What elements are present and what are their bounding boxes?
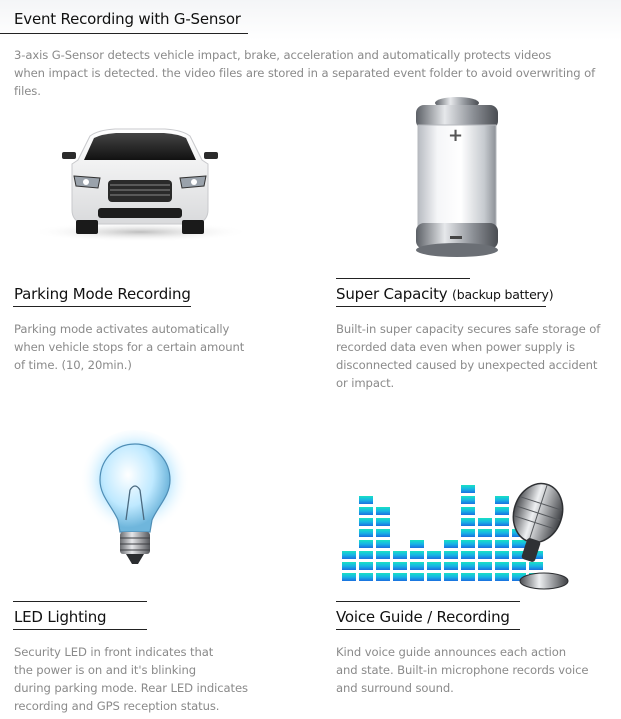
equalizer-microphone-image: [338, 435, 570, 595]
desc-line: of time. (10, 20min.): [14, 358, 132, 372]
title-overline: [336, 601, 520, 602]
equalizer-segment: [427, 573, 441, 581]
equalizer-segment: [495, 518, 509, 526]
title-overline: [336, 278, 470, 279]
desc-line: 3-axis G-Sensor detects vehicle impact, brake, acceleration and automatically protects videos: [14, 48, 552, 62]
equalizer-segment: [376, 573, 390, 581]
equalizer-segment: [393, 562, 407, 570]
title-underline: [13, 629, 147, 630]
super-capacity-title-note: (backup battery): [452, 287, 554, 302]
equalizer-segment: [461, 485, 475, 493]
equalizer-segment: [461, 518, 475, 526]
desc-line: recording and GPS reception status.: [14, 699, 220, 713]
desc-line: when impact is detected. the video files are stored in a separated event folder to avoid overwriting of files.: [14, 66, 596, 98]
equalizer-segment: [410, 573, 424, 581]
equalizer-segment: [342, 551, 356, 559]
led-lighting-title: LED Lighting: [14, 608, 107, 626]
title-overline: [13, 601, 147, 602]
equalizer-segment: [529, 562, 543, 570]
desc-line: disconnected caused by unexpected accident: [336, 358, 598, 372]
equalizer-segment: [495, 573, 509, 581]
equalizer-segment: [495, 540, 509, 548]
desc-line: Built-in super capacity secures safe storage of: [336, 322, 601, 336]
equalizer-segment: [376, 529, 390, 537]
desc-line: Parking mode activates automatically: [14, 322, 230, 336]
desc-line: or impact.: [336, 376, 395, 390]
desc-line: Kind voice guide announces each action: [336, 645, 567, 659]
equalizer-segment: [427, 551, 441, 559]
equalizer-segment: [495, 529, 509, 537]
equalizer-segment: [461, 540, 475, 548]
desc-line: recorded data even when power supply is: [336, 340, 575, 354]
super-capacity-description: [336, 320, 620, 392]
desc-line: the power is on and it's blinking: [14, 663, 196, 677]
equalizer-segment: [512, 562, 526, 570]
desc-line: during parking mode. Rear LED indicates: [14, 681, 248, 695]
equalizer-segment: [461, 562, 475, 570]
parking-mode-description: [14, 320, 304, 374]
equalizer-segment: [410, 551, 424, 559]
equalizer-segment: [478, 518, 492, 526]
equalizer-segment: [478, 562, 492, 570]
equalizer-segment: [495, 562, 509, 570]
equalizer-segment: [444, 551, 458, 559]
equalizer-segment: [410, 540, 424, 548]
equalizer-segment: [342, 573, 356, 581]
equalizer-segment: [393, 573, 407, 581]
title-underline: [336, 629, 520, 630]
equalizer-segment: [461, 529, 475, 537]
equalizer-segment: [376, 540, 390, 548]
svg-text:+: +: [448, 125, 464, 146]
light-bulb-image: [80, 430, 190, 580]
equalizer-segment: [359, 573, 373, 581]
voice-guide-description: [336, 643, 620, 697]
desc-line: Security LED in front indicates that: [14, 645, 214, 659]
desc-line: when vehicle stops for a certain amount: [14, 340, 245, 354]
equalizer-segment: [495, 551, 509, 559]
equalizer-segment: [359, 540, 373, 548]
equalizer-segment: [444, 562, 458, 570]
equalizer-segment: [461, 573, 475, 581]
led-lighting-description: [14, 643, 304, 715]
equalizer-segment: [495, 496, 509, 504]
equalizer-segment: [461, 551, 475, 559]
equalizer-segment: [495, 507, 509, 515]
desc-line: and surround sound.: [336, 681, 454, 695]
equalizer-segment: [461, 496, 475, 504]
equalizer-segment: [478, 551, 492, 559]
parking-mode-title: Parking Mode Recording: [14, 285, 191, 303]
equalizer-segment: [359, 496, 373, 504]
car-image: [40, 120, 250, 245]
equalizer-segment: [512, 540, 526, 548]
event-recording-description: [14, 46, 614, 100]
equalizer-segment: [359, 562, 373, 570]
equalizer-segment: [376, 507, 390, 515]
equalizer-segment: [376, 518, 390, 526]
title-underline: [0, 33, 248, 34]
equalizer-segment: [410, 562, 424, 570]
battery-image: [402, 95, 512, 261]
equalizer-segment: [461, 507, 475, 515]
equalizer-segment: [393, 551, 407, 559]
equalizer-segment: [478, 540, 492, 548]
voice-guide-title: Voice Guide / Recording: [336, 608, 510, 626]
equalizer-segment: [359, 551, 373, 559]
title-underline: [13, 306, 191, 307]
super-capacity-title: [336, 285, 553, 303]
equalizer-segment: [427, 562, 441, 570]
equalizer-segment: [359, 518, 373, 526]
equalizer-segment: [359, 529, 373, 537]
title-underline: [336, 306, 546, 307]
equalizer-segment: [478, 529, 492, 537]
equalizer-segment: [359, 507, 373, 515]
event-recording-title: Event Recording with G-Sensor: [14, 10, 241, 28]
equalizer-segment: [376, 551, 390, 559]
equalizer-segment: [478, 573, 492, 581]
equalizer-segment: [444, 540, 458, 548]
desc-line: and state. Built-in microphone records voice: [336, 663, 589, 677]
equalizer-segment: [342, 562, 356, 570]
super-capacity-title-text: Super Capacity: [336, 285, 448, 303]
equalizer-segment: [444, 573, 458, 581]
equalizer-segment: [376, 562, 390, 570]
